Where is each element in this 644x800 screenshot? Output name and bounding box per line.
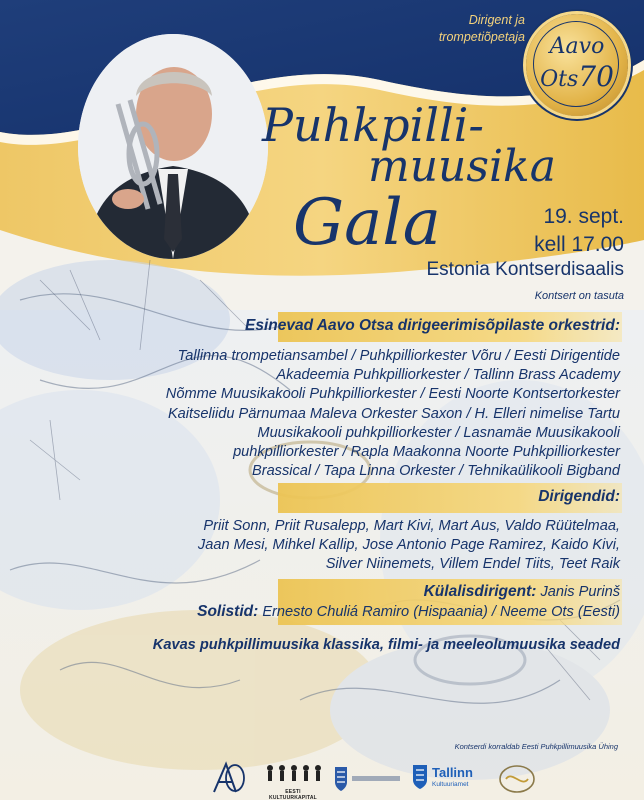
sponsor-logos (210, 758, 640, 798)
guest-conductor-row (424, 583, 620, 601)
conductors-line: Jaan Mesi, Mihkel Kallip, Jose Antonio Page Ramirez, Kaido Kivi, (197, 537, 620, 554)
event-time: kell 17.00 (534, 233, 624, 256)
conductors-heading: Dirigendid: (538, 488, 620, 505)
orchestras-line: Muusikakooli puhkpilliorkester / Lasnamäe Muusikakooli (257, 424, 620, 441)
ministry-of-culture-logo (334, 766, 402, 792)
badge-name-last: Ots (540, 67, 579, 92)
organizer-note: Kontserdi korraldab Eesti Puhkpillimuusika Ühing (454, 742, 618, 751)
orchestras-line: Nõmme Muusikakooli Puhkpilliorkester / Eesti Noorte Kontsertorkester (165, 386, 620, 403)
ministry-text-bar (352, 776, 400, 781)
orchestras-heading: Esinevad Aavo Otsa dirigeerimisõpilaste orkestrid: (244, 317, 620, 334)
orchestras-line: Akadeemia Puhkpilliorkester / Tallinn Brass Academy (276, 367, 620, 384)
tallinn-culture-logo (412, 764, 482, 794)
title-line-3: Gala (293, 186, 441, 260)
role-subtitle (395, 12, 525, 46)
guest-conductor-label: Külalisdirigent: (423, 583, 537, 600)
soloists-names: Ernesto Chuliá Ramiro (Hispaania) / Neeme Ots (Eesti) (262, 604, 620, 620)
badge-name-first: Aavo (549, 34, 605, 59)
tallinn-logo-subtitle: Kultuuriamet (432, 781, 469, 788)
anniversary-badge (526, 14, 628, 116)
conductors-line: Silver Niinemets, Villem Endel Tiits, Teet Raik (325, 556, 620, 573)
tallinn-logo-title: Tallinn (432, 765, 473, 780)
soloists-label: Solistid: (197, 603, 259, 620)
badge-name-last-age (526, 60, 628, 93)
title-line-1: Puhkpilli- (262, 98, 484, 152)
orchestras-list (20, 347, 620, 481)
conductors-line: Priit Sonn, Priit Rusalepp, Mart Kivi, Mart Aus, Valdo Rüütelmaa, (203, 518, 620, 534)
guest-conductor-name: Janis Purinš (540, 584, 620, 600)
kulturkapital-label: EESTI KULTUURKAPITAL (269, 789, 317, 800)
role-line-1: Dirigent ja (468, 13, 525, 27)
event-date: 19. sept. (543, 205, 624, 228)
free-entry-note: Kontsert on tasuta (534, 290, 624, 302)
soloists-row (197, 603, 620, 621)
kulturkapital-logo (262, 762, 324, 800)
orchestras-line: Kaitseliidu Pärnumaa Maleva Orkester Saxon / H. Elleri nimelise Tartu (167, 405, 620, 422)
brass-society-logo (498, 764, 536, 794)
ao-monogram-logo (210, 760, 246, 796)
orchestras-line: Tallinna trompetiansambel / Puhkpilliorkester Võru / Eesti Dirigentide (177, 348, 620, 364)
badge-age: 70 (578, 60, 614, 93)
conductor-portrait-photo (78, 34, 268, 259)
role-line-2: trompetiõpetaja (438, 30, 525, 44)
event-venue: Estonia Kontserdisaalis (426, 259, 624, 280)
orchestras-line: Brassical / Tapa Linna Orkester / Tehnikaülikooli Bigband (251, 463, 620, 480)
orchestras-line: puhkpilliorkester / Rapla Maakonna Noorte Puhkpilliorkester (233, 444, 620, 461)
program-note: Kavas puhkpillimuusika klassika, filmi- ja meeleolumuusika seaded (152, 637, 620, 653)
title-line-2: muusika (368, 141, 556, 192)
conductors-list (20, 517, 620, 575)
